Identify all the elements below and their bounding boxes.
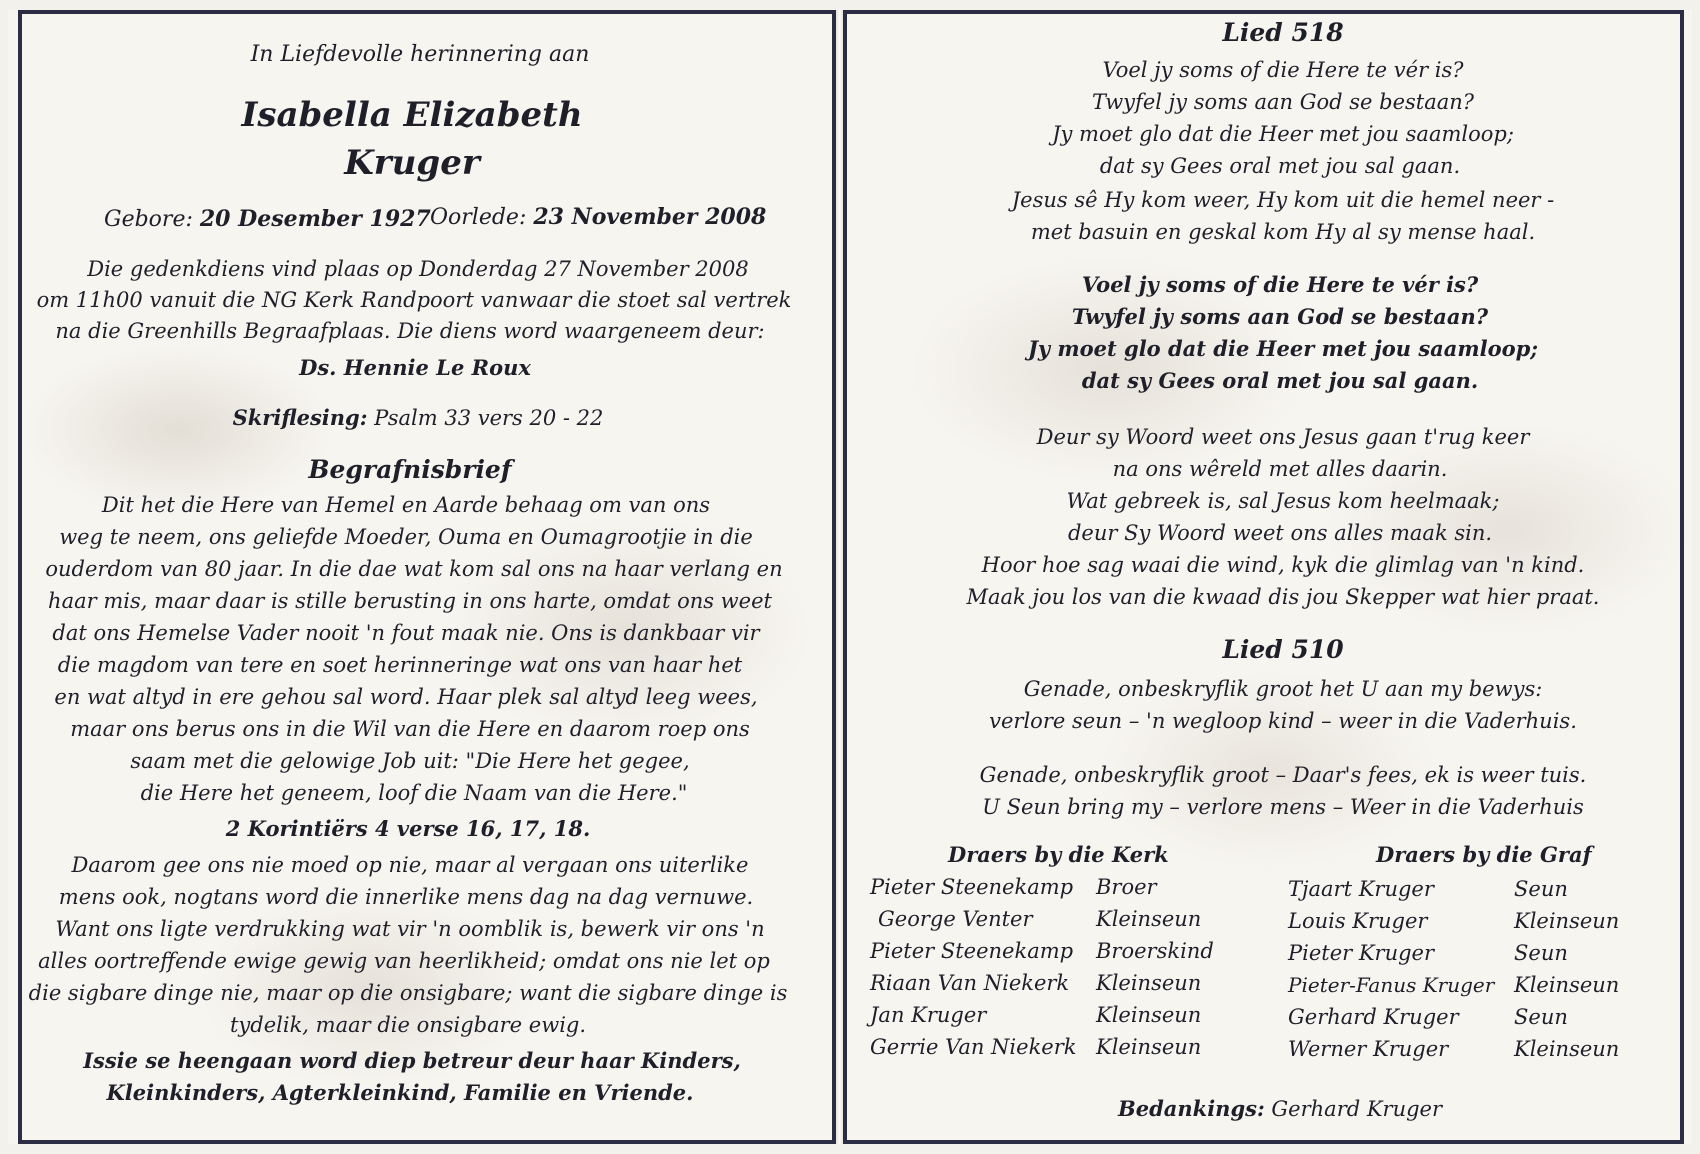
grave-bearer-relation: Seun <box>1514 1005 1568 1029</box>
grave-bearer-name: Pieter-Fanus Kruger <box>1288 973 1495 997</box>
church-bearer-name: George Venter <box>878 907 1033 931</box>
hymn-518-verse2-line: Maak jou los van die kwaad dis jou Skepper wat hier praat. <box>966 585 1600 609</box>
hymn-518-line: Twyfel jy soms aan God se bestaan? <box>1091 90 1475 114</box>
scripture-line: Want ons ligte verdrukking wat vir 'n oomblik is, bewerk vir ons 'n <box>55 917 765 941</box>
scripture-line: die sigbare dinge nie, maar op die onsigbare; want die sigbare dinge is <box>28 981 788 1005</box>
hymn-510-line: verlore seun – 'n wegloop kind – weer in die Vaderhuis. <box>989 709 1577 733</box>
scripture-line: tydelik, maar die onsigbare ewig. <box>229 1013 587 1037</box>
hymn-518-chorus-line: Jy moet glo dat die Heer met jou saamloop; <box>1027 336 1539 361</box>
hymn-518-line: Jesus sê Hy kom weer, Hy kom uit die hemel neer - <box>1011 188 1555 212</box>
thanks-label: Bedankings: <box>1117 1096 1265 1121</box>
letter-line: haar mis, maar daar is stille berusting in ons harte, omdat ons weet <box>48 589 772 613</box>
grave-bearer-relation: Seun <box>1514 941 1568 965</box>
grave-bearer-name: Louis Kruger <box>1288 909 1428 933</box>
church-bearer-name: Gerrie Van Niekerk <box>870 1035 1077 1059</box>
reading-value: Psalm 33 vers 20 - 22 <box>374 406 604 430</box>
church-bearer-relation: Kleinseun <box>1096 971 1202 995</box>
deceased-first-names: Isabella Elizabeth <box>241 95 583 135</box>
intro-line: In Liefdevolle herinnering aan <box>250 42 590 67</box>
scripture-line: Daarom gee ons nie moed op nie, maar al vergaan ons uiterlike <box>71 853 749 877</box>
letter-line: weg te neem, ons geliefde Moeder, Ouma en Oumagrootjie in die <box>59 525 753 549</box>
hymn-510-title: Lied 510 <box>1222 635 1344 664</box>
hymn-518-line: Jy moet glo dat die Heer met jou saamloop; <box>1052 122 1514 146</box>
grave-bearer-name: Tjaart Kruger <box>1288 877 1434 901</box>
grave-bearer-relation: Kleinseun <box>1514 909 1620 933</box>
born-label: Gebore: <box>104 207 193 232</box>
hymn-518-verse2-line: Deur sy Woord weet ons Jesus gaan t'rug keer <box>1036 425 1530 449</box>
hymn-518-chorus-line: Voel jy soms of die Here te vér is? <box>1081 272 1479 297</box>
letter-line: ouderdom van 80 jaar. In die dae wat kom sal ons na haar verlang en <box>45 557 783 581</box>
hymn-518-title: Lied 518 <box>1222 18 1344 47</box>
hymn-510-line: Genade, onbeskryflik groot het U aan my bewys: <box>1023 677 1543 701</box>
grave-bearers-title: Draers by die Graf <box>1376 842 1592 867</box>
hymn-518-line: met basuin en geskal kom Hy al sy mense haal. <box>1030 220 1536 244</box>
hymn-518-verse2-line: deur Sy Woord weet ons alles maak sin. <box>1067 521 1493 545</box>
hymn-510-chorus-line: Genade, onbeskryflik groot – Daar's fees, ek is weer tuis. <box>979 763 1587 787</box>
hymn-518-chorus-line: dat sy Gees oral met jou sal gaan. <box>1081 368 1479 393</box>
closing-line-1: Issie se heengaan word diep betreur deur haar Kinders, <box>83 1048 741 1073</box>
fold-gutter <box>836 10 843 1144</box>
letter-line: die Here het geneem, loof die Naam van die Here." <box>140 781 688 805</box>
thanks-value: Gerhard Kruger <box>1271 1097 1443 1121</box>
died-date: 23 November 2008 <box>533 204 767 230</box>
church-bearer-relation: Kleinseun <box>1096 1003 1202 1027</box>
deceased-surname: Kruger <box>344 143 480 183</box>
acknowledgements-line <box>1118 1096 1442 1122</box>
church-bearer-relation: Kleinseun <box>1096 1035 1202 1059</box>
service-line-3: na die Greenhills Begraafplaas. Die diens word waargeneem deur: <box>55 319 765 343</box>
reading-label: Skriflesing: <box>232 405 368 430</box>
letter-line: saam met die gelowige Job uit: "Die Here het gegee, <box>130 749 690 773</box>
hymn-518-verse2-line: na ons wêreld met alles daarin. <box>1112 457 1448 481</box>
church-bearer-name: Jan Kruger <box>870 1003 987 1027</box>
church-bearer-name: Pieter Steenekamp <box>870 939 1074 963</box>
service-line-1: Die gedenkdiens vind plaas op Donderdag 27 November 2008 <box>87 257 749 281</box>
letter-line: maar ons berus ons in die Wil van die Here en daarom roep ons <box>70 717 750 741</box>
church-bearer-relation: Broerskind <box>1096 939 1214 963</box>
grave-bearer-name: Gerhard Kruger <box>1288 1005 1459 1029</box>
birth-line <box>104 206 431 233</box>
letter-line: Dit het die Here van Hemel en Aarde behaag om van ons <box>101 493 711 517</box>
church-bearer-relation: Broer <box>1096 875 1157 899</box>
grave-bearer-relation: Kleinseun <box>1514 973 1620 997</box>
scripture-reading <box>233 405 604 431</box>
church-bearer-name: Pieter Steenekamp <box>870 875 1074 899</box>
grave-bearer-relation: Kleinseun <box>1514 1037 1620 1061</box>
born-date: 20 Desember 1927 <box>199 206 431 232</box>
grave-bearer-relation: Seun <box>1514 877 1568 901</box>
hymn-518-line: dat sy Gees oral met jou sal gaan. <box>1099 154 1461 178</box>
minister-name: Ds. Hennie Le Roux <box>299 355 531 380</box>
church-bearers-title: Draers by die Kerk <box>948 842 1169 867</box>
church-bearer-relation: Kleinseun <box>1096 907 1202 931</box>
death-line <box>430 204 766 231</box>
scripture-reference: 2 Korintiërs 4 verse 16, 17, 18. <box>225 816 591 841</box>
letter-line: die magdom van tere en soet herinneringe wat ons van haar het <box>57 653 743 677</box>
service-line-2: om 11h00 vanuit die NG Kerk Randpoort vanwaar die stoet sal vertrek <box>36 288 792 312</box>
closing-line-2: Kleinkinders, Agterkleinkind, Familie en Vriende. <box>106 1080 694 1105</box>
letter-line: dat ons Hemelse Vader nooit 'n fout maak nie. Ons is dankbaar vir <box>52 621 760 645</box>
letter-title: Begrafnisbrief <box>308 455 512 484</box>
scripture-line: alles oortreffende ewige gewig van heerlikheid; omdat ons nie let op <box>38 949 770 973</box>
letter-line: en wat altyd in ere gehou sal word. Haar plek sal altyd leeg wees, <box>54 685 758 709</box>
hymn-510-chorus-line: U Seun bring my – verlore mens – Weer in die Vaderhuis <box>982 795 1584 819</box>
church-bearer-name: Riaan Van Niekerk <box>870 971 1070 995</box>
hymn-518-line: Voel jy soms of die Here te vér is? <box>1102 58 1464 82</box>
grave-bearer-name: Pieter Kruger <box>1288 941 1435 965</box>
scripture-line: mens ook, nogtans word die innerlike mens dag na dag vernuwe. <box>58 885 754 909</box>
hymn-518-chorus-line: Twyfel jy soms aan God se bestaan? <box>1071 304 1489 329</box>
died-label: Oorlede: <box>430 205 527 230</box>
grave-bearer-name: Werner Kruger <box>1288 1037 1449 1061</box>
hymn-518-verse2-line: Wat gebreek is, sal Jesus kom heelmaak; <box>1066 489 1500 513</box>
hymn-518-verse2-line: Hoor hoe sag waai die wind, kyk die glimlag van 'n kind. <box>981 553 1585 577</box>
